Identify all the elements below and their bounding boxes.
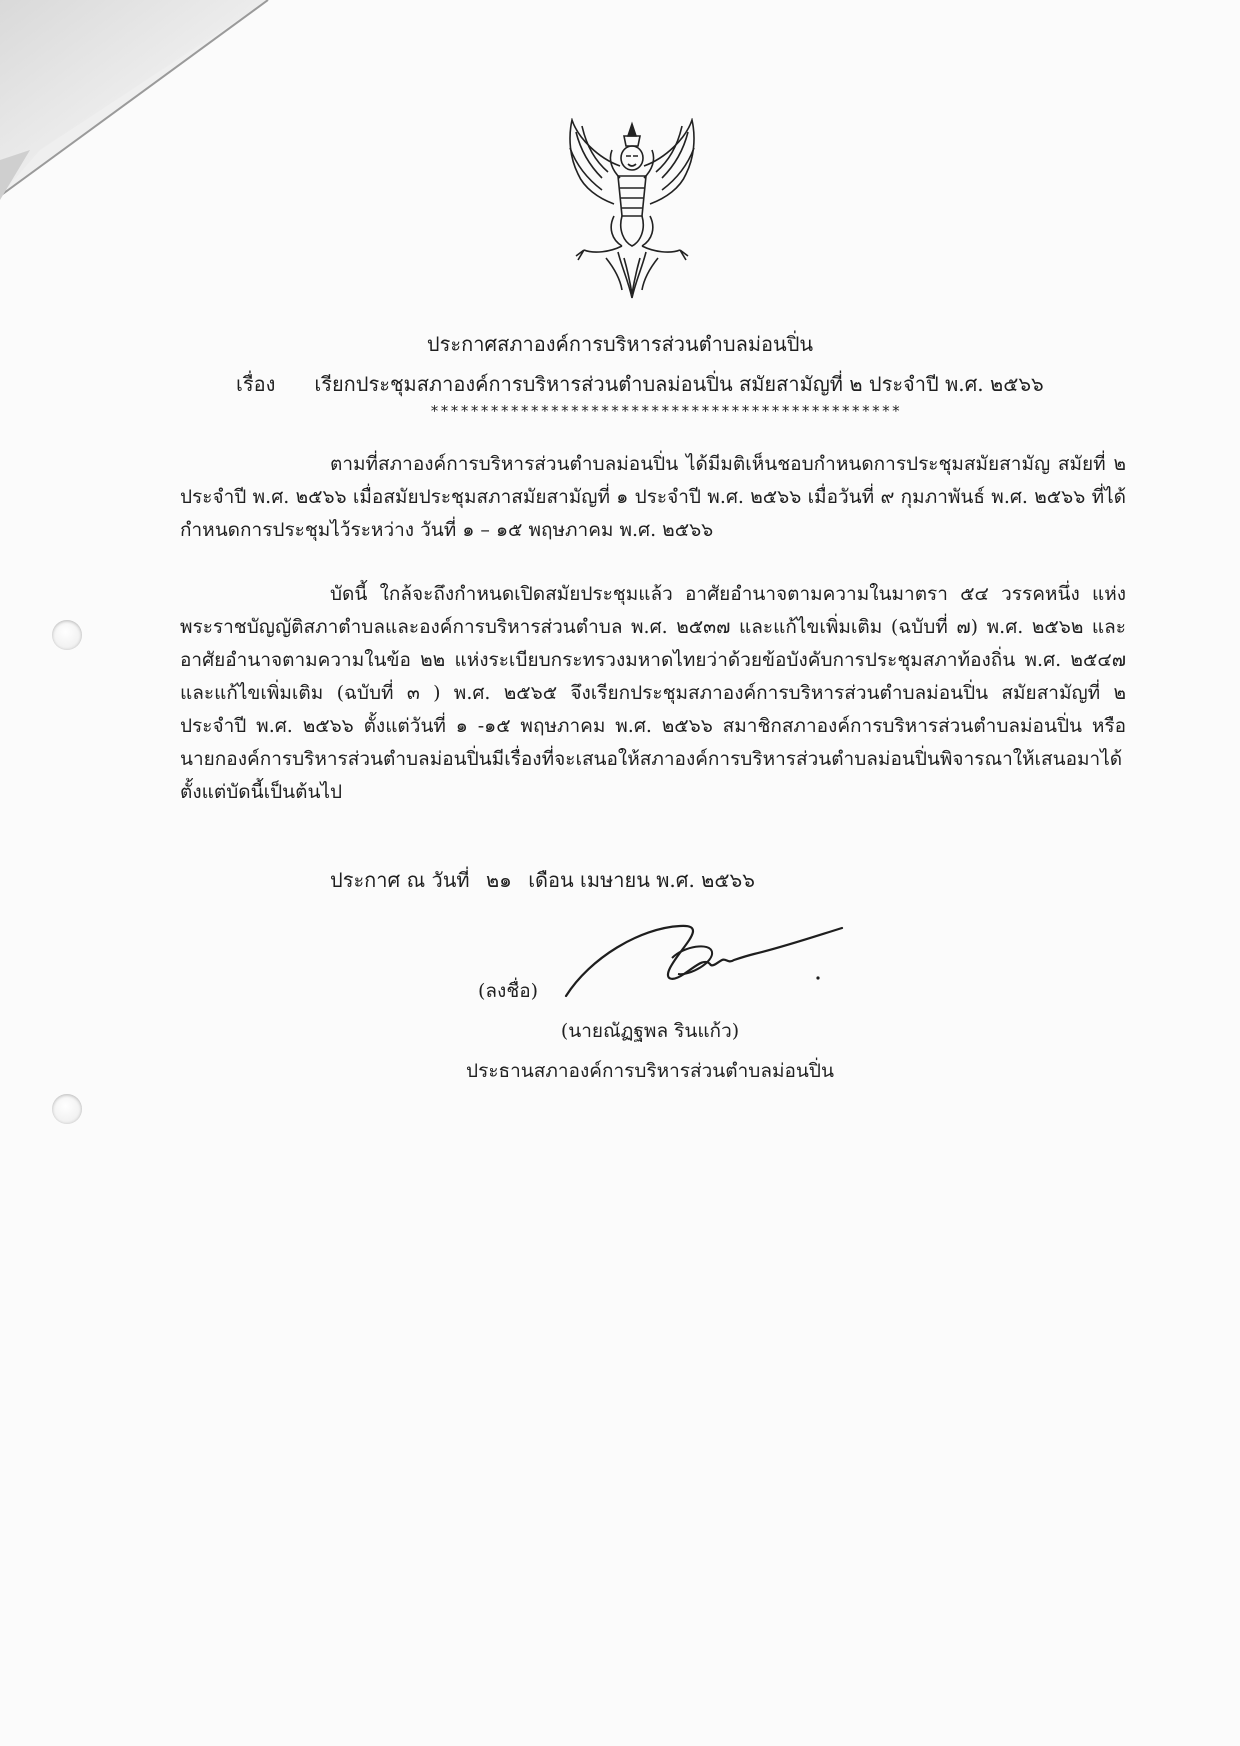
date-month-year: เดือน เมษายน พ.ศ. ๒๕๖๖ [528, 868, 755, 892]
body-paragraph-2: บัดนี้ ใกล้จะถึงกำหนดเปิดสมัยประชุมแล้ว อาศัยอำนาจตามความในมาตรา ๕๔ วรรคหนึ่ง แห่งพระราชบัญญัติสภาตำบลและองค์การบริหารส่วนตำบล พ.ศ. ๒๕๓๗ และแก้ไขเพิ่มเติม (ฉบับที่ ๗) พ.ศ. ๒๕๖๒ และอาศัยอำนาจตามความในข้อ ๒๒ แห่งระเบียบกระทรวงมหาดไทยว่าด้วยข้อบังคับการประชุมสภาท้องถิ่น พ.ศ. ๒๕๔๗ และแก้ไขเพิ่มเติม (ฉบับที่ ๓ ) พ.ศ. ๒๕๖๕ จึงเรียกประชุมสภาองค์การบริหารส่วนตำบลม่อนปิ่น สมัยสามัญที่ ๒ ประจำปี พ.ศ. ๒๕๖๖ ตั้งแต่วันที่ ๑ -๑๕ พฤษภาคม พ.ศ. ๒๕๖๖ สมาชิกสภาองค์การบริหารส่วนตำบลม่อนปิ่น หรือนายกองค์การบริหารส่วนตำบลม่อนปิ่นมีเรื่องที่จะเสนอให้สภาองค์การบริหารส่วนตำบลม่อนปิ่นพิจารณาให้เสนอมาได้ตั้งแต่บัดนี้เป็นต้นไป [180, 583, 1126, 803]
date-day: ๒๑ [485, 868, 512, 892]
handwritten-signature [560, 918, 850, 1008]
body-paragraph-1: ตามที่สภาองค์การบริหารส่วนตำบลม่อนปิ่น ได้มีมติเห็นชอบกำหนดการประชุมสมัยสามัญ สมัยที่ ๒ ประจำปี พ.ศ. ๒๕๖๖ เมื่อสมัยประชุมสภาสมัยสามัญที่ ๑ ประจำปี พ.ศ. ๒๕๖๖ เมื่อวันที่ ๙ กุมภาพันธ์ พ.ศ. ๒๕๖๖ ที่ได้กำหนดการประชุมไว้ระหว่าง วันที่ ๑ – ๑๕ พฤษภาคม พ.ศ. ๒๕๖๖ [180, 453, 1126, 541]
announcement-date [330, 864, 765, 896]
garuda-emblem-icon [558, 118, 706, 302]
signer-name: (นายณัฏฐพล รินแก้ว) [560, 1020, 740, 1042]
sign-label: (ลงชื่อ) [478, 980, 539, 1002]
separator-line: *********************************************** [430, 402, 902, 420]
announcement-title: ประกาศสภาองค์การบริหารส่วนตำบลม่อนปิ่น [426, 332, 814, 356]
subject-text: เรียกประชุมสภาองค์การบริหารส่วนตำบลม่อนปิ่น สมัยสามัญที่ ๒ ประจำปี พ.ศ. ๒๕๖๖ [314, 372, 1044, 396]
punch-hole-top [52, 620, 82, 650]
subject-label: เรื่อง [236, 372, 276, 396]
signer-position: ประธานสภาองค์การบริหารส่วนตำบลม่อนปิ่น [466, 1060, 834, 1082]
punch-hole-bottom [52, 1094, 82, 1124]
subject-line [236, 368, 1044, 400]
date-prefix: ประกาศ ณ วันที่ [330, 868, 470, 892]
folded-corner [0, 0, 280, 210]
